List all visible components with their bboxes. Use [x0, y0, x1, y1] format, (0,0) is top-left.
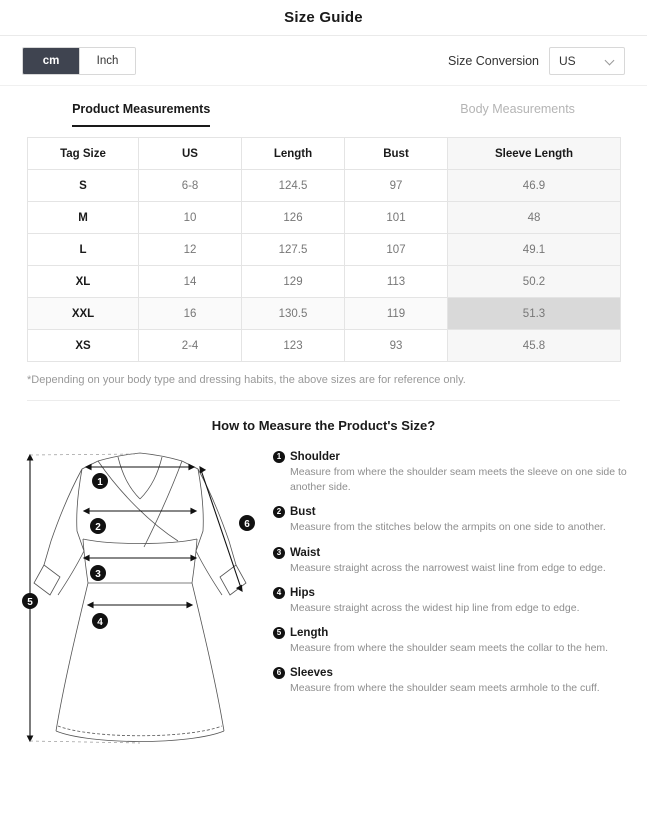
column-header-tag-size[interactable]: Tag Size [28, 138, 139, 170]
measure-instructions [265, 443, 627, 798]
svg-text:3: 3 [95, 569, 101, 580]
unit-toggle-group[interactable] [22, 47, 136, 75]
cell-us: 6-8 [139, 170, 242, 202]
cell-us: 16 [139, 298, 242, 330]
callout-badges [22, 473, 255, 629]
svg-text:4: 4 [97, 617, 103, 628]
how-to-measure-section [0, 433, 647, 798]
column-header-us[interactable]: US [139, 138, 242, 170]
cell-us: 10 [139, 202, 242, 234]
column-header-length[interactable]: Length [242, 138, 345, 170]
cell-sleeve-length: 46.9 [448, 170, 621, 202]
cell-length: 124.5 [242, 170, 345, 202]
svg-text:1: 1 [97, 477, 103, 488]
cell-sleeve-length: 49.1 [448, 234, 621, 266]
unit-button-inch[interactable]: Inch [79, 48, 135, 74]
instruction-body: Measure from where the shoulder seam meets the collar to the hem. [290, 642, 609, 655]
cell-bust: 113 [345, 266, 448, 298]
column-header-bust[interactable]: Bust [345, 138, 448, 170]
instruction-title: Sleeves [290, 667, 333, 680]
cell-length: 130.5 [242, 298, 345, 330]
tab-product-measurements[interactable]: Product Measurements [72, 102, 210, 127]
controls-bar [0, 36, 647, 86]
cell-us: 12 [139, 234, 242, 266]
size-conversion-label: Size Conversion [447, 53, 539, 68]
svg-text:5: 5 [27, 597, 33, 608]
cell-tag-size: XXL [28, 298, 139, 330]
instruction-waist [273, 547, 627, 576]
svg-text:2: 2 [95, 522, 101, 533]
instruction-body: Measure from the stitches below the armpits on one side to another. [290, 521, 606, 534]
instruction-hips [273, 587, 627, 616]
cell-bust: 101 [345, 202, 448, 234]
instruction-shoulder [273, 451, 627, 495]
cell-length: 126 [242, 202, 345, 234]
instruction-title: Length [290, 627, 329, 640]
instruction-title: Shoulder [290, 451, 340, 463]
unit-button-cm[interactable]: cm [23, 48, 79, 74]
cell-bust: 97 [345, 170, 448, 202]
table-row[interactable] [28, 330, 621, 362]
instruction-length [273, 627, 627, 656]
size-conversion-select[interactable] [549, 47, 625, 75]
cell-tag-size: XS [28, 330, 139, 362]
cell-tag-size: XL [28, 266, 139, 298]
instruction-title: Hips [290, 586, 315, 599]
table-row[interactable] [28, 170, 621, 202]
instruction-body: Measure from where the shoulder seam meets the sleeve on one side to another side. [290, 466, 627, 494]
number-badge-6-icon: 6 [273, 667, 285, 679]
svg-text:6: 6 [244, 519, 250, 530]
size-disclaimer-note: *Depending on your body type and dressing habits, the above sizes are for reference only. [27, 374, 466, 386]
cell-us: 14 [139, 266, 242, 298]
cell-length: 123 [242, 330, 345, 362]
instruction-body: Measure straight across the widest hip line from edge to edge. [290, 601, 580, 614]
cell-bust: 93 [345, 330, 448, 362]
instruction-title: Waist [290, 546, 321, 559]
cell-sleeve-length: 48 [448, 202, 621, 234]
table-row[interactable] [28, 234, 621, 266]
cell-bust: 107 [345, 234, 448, 266]
instruction-bust [273, 506, 627, 535]
table-row[interactable] [28, 298, 621, 330]
cell-length: 129 [242, 266, 345, 298]
cell-tag-size: S [28, 170, 139, 202]
dress-diagram [20, 443, 265, 798]
instruction-title: Bust [290, 506, 316, 519]
number-badge-1-icon: 1 [273, 451, 285, 463]
cell-sleeve-length: 50.2 [448, 266, 621, 298]
size-conversion-group [448, 47, 625, 75]
number-badge-3-icon: 3 [273, 547, 285, 559]
tab-body-measurements[interactable]: Body Measurements [460, 102, 575, 116]
size-table [27, 137, 621, 362]
cell-tag-size: L [28, 234, 139, 266]
number-badge-4-icon: 4 [273, 587, 285, 599]
cell-sleeve-length: 51.3 [448, 298, 621, 330]
table-row[interactable] [28, 202, 621, 234]
cell-sleeve-length: 45.8 [448, 330, 621, 362]
cell-us: 2-4 [139, 330, 242, 362]
dress-diagram-svg [20, 443, 265, 793]
how-to-measure-title: How to Measure the Product's Size? [211, 418, 436, 433]
number-badge-5-icon: 5 [273, 627, 285, 639]
table-header-row [28, 138, 621, 170]
size-table-wrap [0, 127, 647, 362]
measurement-tabs [0, 86, 647, 127]
title-bar [0, 0, 647, 36]
number-badge-2-icon: 2 [273, 506, 285, 518]
table-row[interactable] [28, 266, 621, 298]
cell-length: 127.5 [242, 234, 345, 266]
page-title: Size Guide [284, 9, 363, 26]
instruction-sleeves [273, 667, 627, 696]
cell-bust: 119 [345, 298, 448, 330]
cell-tag-size: M [28, 202, 139, 234]
size-conversion-value: US [559, 53, 576, 68]
section-divider [27, 400, 620, 401]
instruction-body: Measure from where the shoulder seam meets armhole to the cuff. [290, 682, 600, 695]
column-header-sleeve-length[interactable]: Sleeve Length [448, 138, 621, 170]
instruction-body: Measure straight across the narrowest waist line from edge to edge. [290, 561, 606, 574]
chevron-down-icon [606, 56, 615, 65]
